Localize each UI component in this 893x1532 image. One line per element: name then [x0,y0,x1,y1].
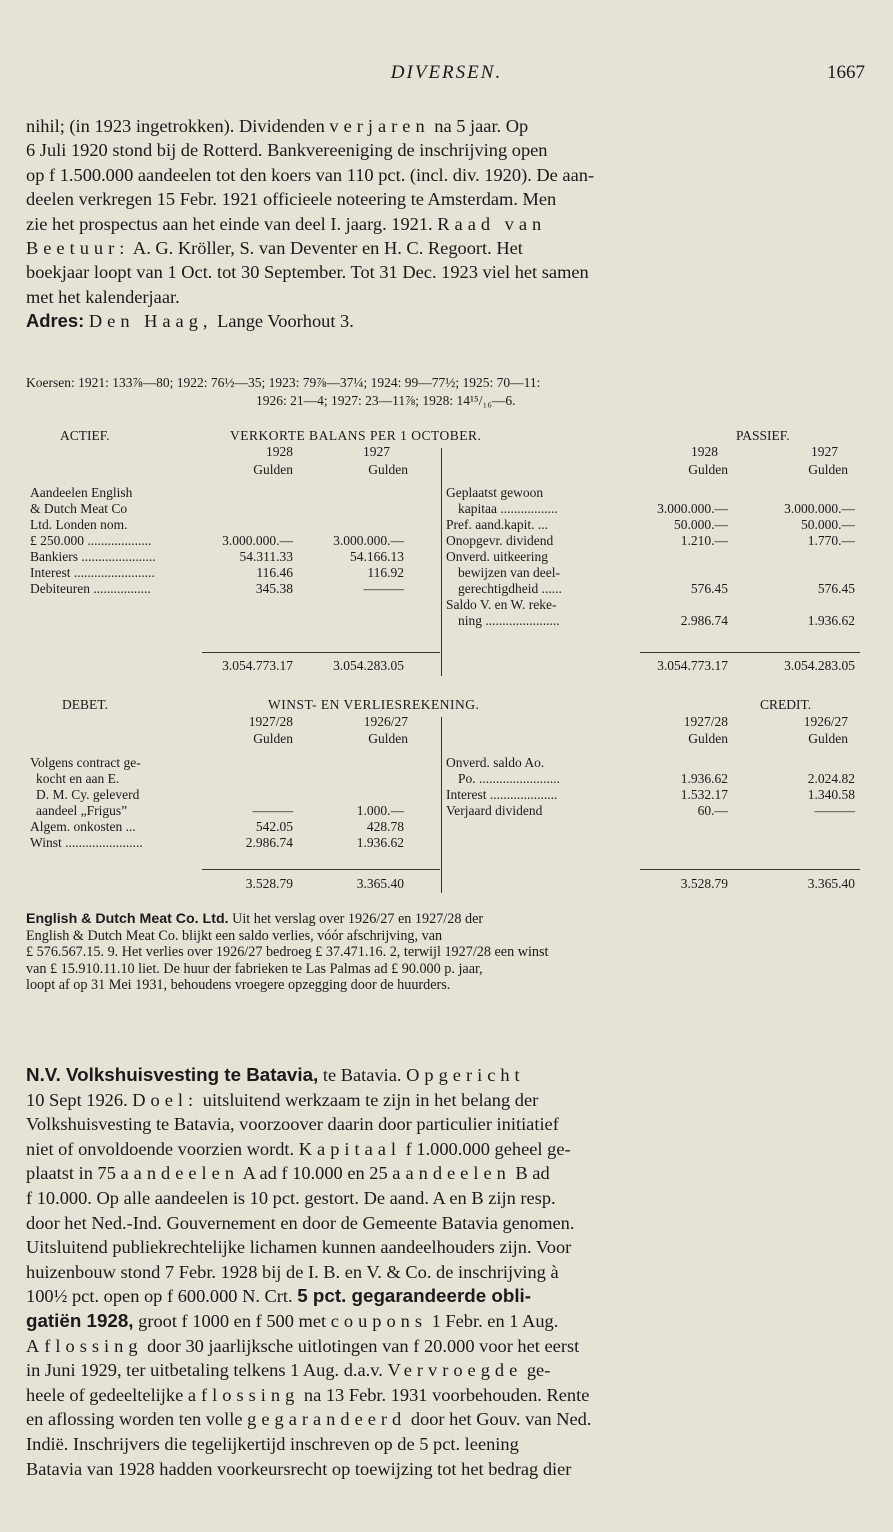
actief-row-label: Interest ........................ [30,565,155,580]
balance-title: VERKORTE BALANS PER 1 OCTOBER. [230,428,482,443]
unit-header: Gulden [808,731,848,746]
text-line: Beetuur: A. G. Kröller, S. van Deventer en H. C. Regoort. Het [26,238,523,259]
text-line: Volkshuisvesting te Batavia, voorzoover daarin door particulier initiatief [26,1114,559,1135]
unit-header: Gulden [688,731,728,746]
actief-value: 54.166.13 [350,549,404,564]
actief-value: 54.311.33 [239,549,293,564]
credit-value: 1.936.62 [680,771,728,786]
passief-row-label: Onopgevr. dividend [446,533,554,548]
text-line: 100½ pct. open op f 600.000 N. Crt. 5 pct. gegarandeerde obli- [26,1285,532,1307]
credit-total: 3.528.79 [680,876,728,891]
actief-value: 3.000.000.— [222,533,293,548]
unit-header: Gulden [368,731,408,746]
debet-value: 1.936.62 [356,835,404,850]
passief-value: 3.000.000.— [657,501,728,516]
passief-row-label: Geplaatst gewoon [446,485,544,500]
text-line: huizenbouw stond 7 Febr. 1928 bij de I. B. en V. & Co. de inschrijving à [26,1261,559,1282]
debet-total: 3.365.40 [356,876,404,891]
passief-row-label: ning ...................... [458,613,560,628]
year-header: 1928 [266,444,293,459]
debet-value: 1.000.— [356,803,404,818]
text-line: door het Ned.-Ind. Gouvernement en door de Gemeente Batavia genomen. [26,1212,575,1233]
credit-value: 2.024.82 [807,771,855,786]
actief-heading: ACTIEF. [60,428,110,443]
debet-value: 2.986.74 [245,835,293,850]
year-header: 1927 [811,444,838,459]
text-line: niet of onvoldoende voorzien wordt. Kapitaal f 1.000.000 geheel ge- [26,1138,571,1159]
actief-row-label: & Dutch Meat Co [30,501,128,516]
debet-value: 428.78 [366,819,404,834]
page-number: 1667 [827,62,865,83]
text-line: boekjaar loopt van 1 Oct. tot 30 September. Tot 31 Dec. 1923 viel het samen [26,262,589,283]
actief-total: 3.054.773.17 [222,658,293,673]
total-rule [640,652,860,653]
actief-value: 116.92 [367,565,404,580]
profit-loss-table [0,697,893,897]
text-line: 10 Sept 1926. Doel: uitsluitend werkzaam te zijn in het belang der [26,1089,539,1110]
year-header: 1927/28 [248,714,293,729]
actief-value: 345.38 [255,581,293,596]
debet-row-label: aandeel „Frigus” [36,803,128,818]
passief-row-label: gerechtigdheid ...... [458,581,562,596]
passief-value: 1.210.— [680,533,728,548]
text-line: English & Dutch Meat Co. blijkt een saldo verlies, vóór afschrijving, van [26,927,443,944]
profit-loss-title: WINST- EN VERLIESREKENING. [268,697,480,712]
year-header: 1928 [691,444,718,459]
actief-row-label: Aandeelen English [30,485,133,500]
text-line: £ 576.567.15. 9. Het verlies over 1926/27 bedroeg £ 37.471.16. 2, terwijl 1927/28 een winst [26,944,549,961]
actief-row-label: Debiteuren ................. [30,581,151,596]
column-divider [441,448,442,676]
passief-heading: PASSIEF. [736,428,790,443]
company-name: N.V. Volkshuisvesting te Batavia, [26,1064,319,1085]
passief-value: 576.45 [690,581,728,596]
passief-row-label: Pref. aand.kapit. ... [446,517,548,532]
column-divider [441,717,442,893]
debet-total: 3.528.79 [245,876,293,891]
passief-value: 3.000.000.— [784,501,855,516]
text-line: Uitsluitend publiekrechtelijke lichamen kunnen aandeelhouders zijn. Voor [26,1237,572,1258]
year-header: 1926/27 [363,714,408,729]
year-header: 1926/27 [803,714,848,729]
year-header: 1927 [363,444,390,459]
text-line: gatiën 1928, groot f 1000 en f 500 met coupons 1 Febr. en 1 Aug. [26,1309,559,1331]
unit-header: Gulden [253,731,293,746]
unit-header: Gulden [688,462,728,477]
text-line: en aflossing worden ten volle gegarandeerd door het Gouv. van Ned. [26,1409,592,1430]
credit-value: 1.340.58 [807,787,855,802]
passief-total: 3.054.283.05 [784,658,855,673]
debet-heading: DEBET. [62,697,108,712]
credit-heading: CREDIT. [760,697,812,712]
passief-row-label: Saldo V. en W. reke- [446,597,557,612]
text-line: deelen verkregen 15 Febr. 1921 officieele noteering te Amsterdam. Men [26,189,557,210]
passief-value: 1.770.— [807,533,855,548]
text-line: f 10.000. Op alle aandeelen is 10 pct. gestort. De aand. A en B zijn resp. [26,1187,556,1208]
intro-paragraph [26,114,866,334]
text-line: Batavia van 1928 hadden voorkeursrecht op toewijzing tot het bedrag dier [26,1458,572,1479]
company-name: English & Dutch Meat Co. Ltd. [26,911,229,927]
text-line: van £ 15.910.11.10 liet. De huur der fabrieken te Las Palmas ad £ 90.000 p. jaar, [26,960,483,977]
unit-header: Gulden [808,462,848,477]
text-line: Aflossing door 30 jaarlijksche uitlotingen van f 20.000 voor het eerst [26,1335,580,1356]
credit-value: 1.532.17 [680,787,728,802]
credit-row-label: Onverd. saldo Ao. [446,755,545,770]
text-line: met het kalenderjaar. [26,286,180,307]
text-line: in Juni 1929, ter uitbetaling telkens 1 Aug. d.a.v. Vervroegde ge- [26,1360,551,1381]
koersen-line: 1926: 21—4; 1927: 23—11⅞; 1928: 14¹⁵/₁₆—6. [256,393,516,408]
volkshuisvesting-entry [26,1063,866,1481]
actief-value: 116.46 [256,565,293,580]
total-rule [640,869,860,870]
text-line: heele of gedeeltelijke aflossing na 13 Febr. 1931 voorbehouden. Rente [26,1384,590,1405]
address-line: Adres: Den Haag, Lange Voorhout 3. [26,310,354,332]
credit-row-label: Po. ........................ [458,771,561,786]
text-line: 6 Juli 1920 stond bij de Rotterd. Bankvereeniging de inschrijving open [26,140,548,161]
unit-header: Gulden [368,462,408,477]
actief-value: ——— [363,581,404,596]
text-line: Indië. Inschrijvers die tegelijkertijd inschreven op de 5 pct. leening [26,1433,519,1454]
actief-row-label: Ltd. Londen nom. [30,517,128,532]
passief-value: 50.000.— [801,517,855,532]
credit-value: ——— [814,803,855,818]
debet-row-label: Algem. onkosten ... [30,819,136,834]
actief-row-label: £ 250.000 ................... [30,533,152,548]
text-line: zie het prospectus aan het einde van deel I. jaarg. 1921. Raad van [26,213,547,234]
text-line: nihil; (in 1923 ingetrokken). Dividenden verjaren na 5 jaar. Op [26,116,529,136]
credit-row-label: Verjaard dividend [446,803,543,818]
passief-row-label: bewijzen van deel- [458,565,560,580]
running-header [0,62,893,88]
text-line: op f 1.500.000 aandeelen tot den koers van 110 pct. (incl. div. 1920). De aan- [26,164,595,185]
credit-value: 60.— [697,803,728,818]
passief-value: 1.936.62 [807,613,855,628]
koersen-line: Koersen: 1921: 133⅞—80; 1922: 76½—35; 1923: 79⅞—37¼; 1924: 99—77½; 1925: 70—11: [26,375,541,390]
passief-row-label: kapitaa ................. [458,501,558,516]
passief-row-label: Onverd. uitkeering [446,549,548,564]
total-rule [202,652,440,653]
passief-value: 50.000.— [674,517,728,532]
actief-value: 3.000.000.— [333,533,404,548]
year-header: 1927/28 [683,714,728,729]
koersen-block [26,374,866,410]
english-dutch-note [26,911,866,994]
total-rule [202,869,440,870]
balance-sheet-table [0,428,893,678]
actief-total: 3.054.283.05 [333,658,404,673]
text-line: plaatst in 75 aandeelen A ad f 10.000 en 25 aandeelen B ad [26,1163,550,1184]
debet-row-label: Volgens contract ge- [30,755,141,770]
section-title: DIVERSEN. [390,62,503,83]
passief-value: 2.986.74 [680,613,728,628]
passief-value: 576.45 [817,581,855,596]
debet-row-label: Winst ....................... [30,835,143,850]
text-line: English & Dutch Meat Co. Ltd. Uit het verslag over 1926/27 en 1927/28 der [26,911,484,927]
actief-row-label: Bankiers ...................... [30,549,156,564]
text-line: loopt af op 31 Mei 1931, behoudens vroegere opzegging door de huurders. [26,977,451,994]
credit-row-label: Interest .................... [446,787,558,802]
debet-row-label: D. M. Cy. geleverd [36,787,140,802]
passief-total: 3.054.773.17 [657,658,728,673]
unit-header: Gulden [253,462,293,477]
debet-row-label: kocht en aan E. [36,771,120,786]
credit-total: 3.365.40 [807,876,855,891]
debet-value: 542.05 [255,819,293,834]
text-line: N.V. Volkshuisvesting te Batavia, te Batavia. Opgericht [26,1064,525,1085]
debet-value: ——— [252,803,293,818]
